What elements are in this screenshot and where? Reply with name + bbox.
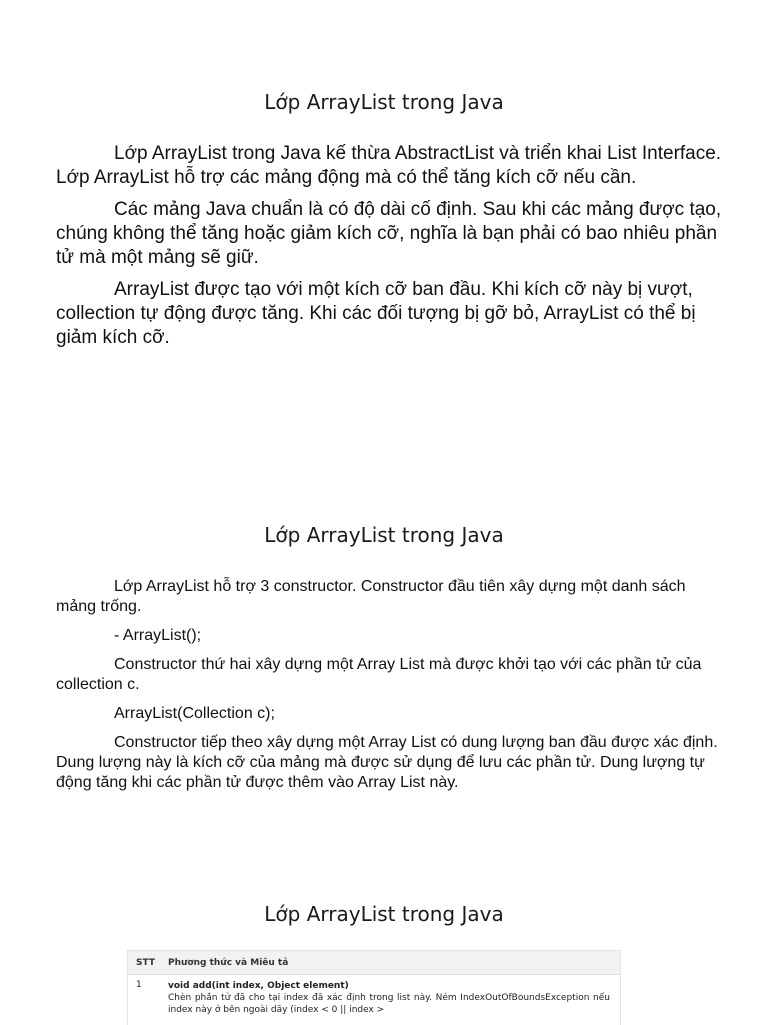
slide-body	[56, 142, 726, 358]
method-signature: void add(int index, Object element)	[168, 981, 349, 991]
table-row	[128, 975, 620, 1016]
paragraph: ArrayList(Collection c);	[114, 705, 275, 722]
paragraph: Các mảng Java chuẩn là có độ dài cố định. Sau khi các mảng được tạo, chúng không thể tăng hoặc giảm kích cỡ, nghĩa là bạn phải có bao nhiêu phần tử mà một mảng sẽ giữ.	[56, 199, 722, 268]
paragraph: - ArrayList();	[114, 627, 202, 644]
slide-body	[56, 577, 726, 802]
paragraph: Constructor thứ hai xây dựng một Array List mà được khởi tạo với các phần tử của collection c.	[56, 656, 702, 693]
method-description: Chèn phần tử đã cho tại index đã xác định trong list này. Ném IndexOutOfBoundsException nếu index này ở bên ngoài dãy (index < 0 || index >	[168, 993, 610, 1015]
paragraph: Constructor tiếp theo xây dựng một Array List có dung lượng ban đầu được xác định. Dung lượng này là kích cỡ của mảng mà được sử dụng để lưu các phần tử. Dung lượng tự động tăng khi các phần tử được thêm vào Array List này.	[56, 734, 718, 791]
table-header	[128, 951, 620, 975]
slide-title: Lớp ArrayList trong Java	[264, 902, 504, 926]
paragraph: Lớp ArrayList hỗ trợ 3 constructor. Constructor đầu tiên xây dựng một danh sách mảng trống.	[56, 578, 686, 615]
slide-title: Lớp ArrayList trong Java	[264, 90, 504, 114]
header-stt: STT	[136, 957, 155, 968]
paragraph: ArrayList được tạo với một kích cỡ ban đầu. Khi kích cỡ này bị vượt, collection tự động được tăng. Khi các đối tượng bị gỡ bỏ, ArrayList có thể bị giảm kích cỡ.	[56, 279, 696, 348]
slide-title: Lớp ArrayList trong Java	[264, 523, 504, 547]
paragraph: Lớp ArrayList trong Java kế thừa AbstractList và triển khai List Interface. Lớp ArrayList hỗ trợ các mảng động mà có thể tăng kích cỡ nếu cần.	[56, 143, 722, 188]
methods-table	[127, 950, 621, 1025]
row-stt: 1	[136, 980, 142, 990]
header-method: Phương thức và Miêu tả	[168, 957, 289, 968]
row-method-cell	[168, 980, 620, 1016]
